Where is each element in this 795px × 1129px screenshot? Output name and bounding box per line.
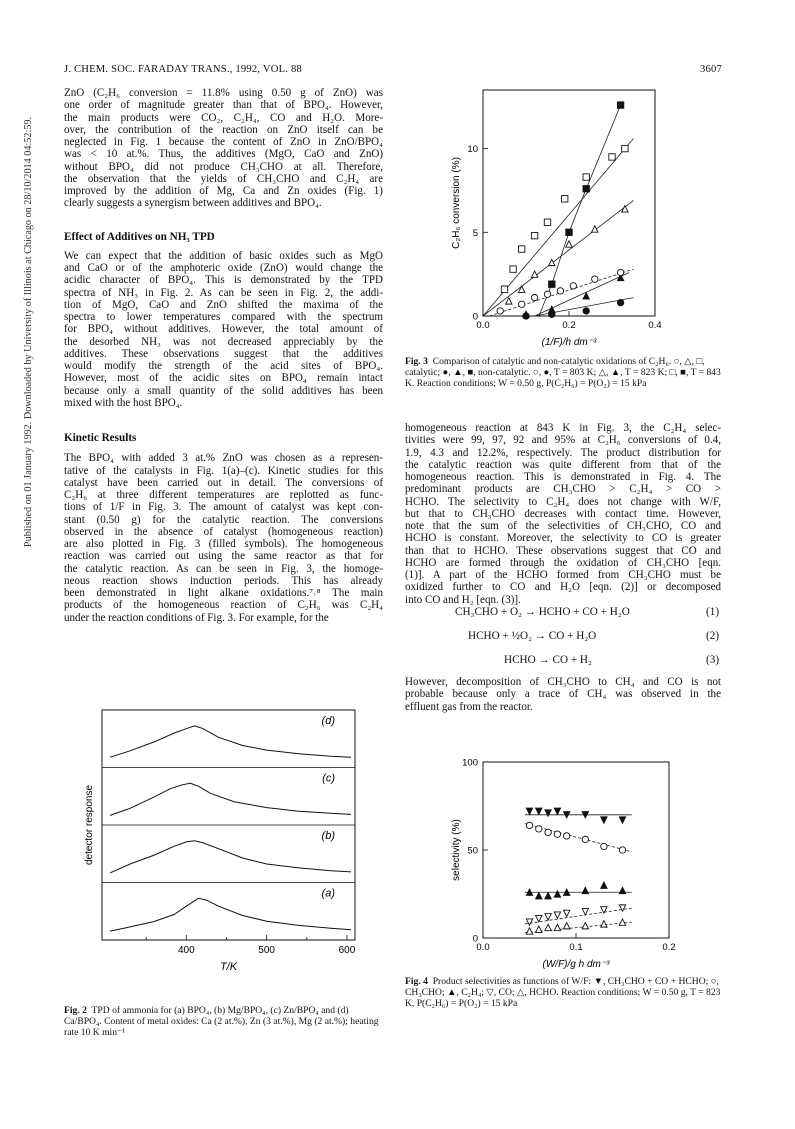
text-line: and CaO or of the amphoteric oxide (ZnO) would change the — [64, 262, 383, 274]
fig3-data-point — [549, 259, 555, 265]
text-line: under the reaction conditions of Fig. 3. For example, for the — [64, 611, 329, 624]
fig2-caption-text: TPD of ammonia for (a) BPO₄, (b) Mg/BPO₄, (c) Zn/BPO₄ and (d) Ca/BPO₄. Content of metal oxides: Ca (2 at.%), Zn (3 at.%), Mg (2 at.%); heating rate 10 K min⁻¹ — [64, 1005, 379, 1039]
fig3-y-tick-label: 0 — [472, 311, 478, 323]
text-line: observed in the absence of catalyst (homogeneous reaction) — [64, 525, 383, 538]
text-line: The BPO₄ with added 3 at.% ZnO was chosen as a represen- — [64, 452, 383, 465]
text-line: are also plotted in Fig. 3 (filled symbols). The homogeneous — [64, 538, 383, 550]
para-intro — [64, 87, 383, 210]
fig3-plot-frame — [483, 90, 655, 316]
para-kinetic — [64, 452, 383, 624]
fig2-panel-label: (c) — [322, 772, 335, 785]
fig3-data-point — [510, 266, 516, 272]
text-line: was < 10 at.%. Thus, the additives (MgO, CaO and ZnO) — [64, 148, 383, 161]
fig3-chart — [405, 80, 705, 355]
text-line: improved by the addition of Mg, Ca and Zn oxides (Fig. 1) — [64, 185, 383, 197]
text-line: oxidized further to CO and H₂O [eqn. (2)] or decomposed — [405, 581, 721, 594]
section-heading-nh3-tpd: Effect of Additives on NH₃ TPD — [64, 230, 215, 243]
fig3-data-point — [583, 186, 589, 192]
fig3-data-point — [566, 241, 572, 247]
para-homogeneous — [405, 422, 721, 606]
text-line: additives. These observations suggest that the additives — [64, 347, 383, 360]
fig4-y-axis-label: selectivity (%) — [451, 819, 462, 881]
text-line: the catalytic reaction was quite different from that of the — [405, 458, 721, 471]
text-line: tative of the catalysts in Fig. 1(a)–(c). Kinetic studies for this — [64, 464, 383, 477]
fig3-caption-text: Comparison of catalytic and non-catalytic oxidations of C₂H₆. ○, △, □, catalytic; ●, ▲, ■, non-catalytic. ○, ●, T = 803 K; △, ▲, T = 823 K; □, ■, T = 843 K. Reaction conditions; W = 0.50 g, P(C₂H₆) = P(O₂) = 15 kPa — [405, 356, 721, 390]
text-line: probable because only a trace of CH₄ was observed in the — [405, 688, 721, 701]
fig4-y-tick-label: 100 — [462, 757, 478, 769]
fig4-data-point — [545, 829, 551, 835]
page-number: 3607 — [700, 64, 722, 75]
text-line: tivities were 99, 97, 92 and 95% at C₂H₆ conversions of 0.4, — [405, 434, 721, 447]
fig2-panel-label: (a) — [321, 887, 335, 900]
fig4-data-point — [601, 817, 607, 823]
fig3-data-point — [570, 283, 576, 289]
fig4-caption-label: Fig. 4 — [405, 976, 428, 987]
fig4-data-point — [582, 836, 588, 842]
fig2-panel-label: (d) — [321, 715, 335, 727]
fig4-data-point — [601, 843, 607, 849]
text-line: C₂H₆ at three different temperatures are replotted as func- — [64, 489, 383, 501]
fig2-y-axis-label: detector response — [84, 784, 95, 866]
text-line: HCHO are formed through the oxidation of CH₃CHO [eqn. — [405, 556, 721, 569]
fig4-data-point — [554, 831, 560, 837]
fig3-data-point — [557, 288, 563, 294]
text-line: without BPO₄ did not produce CH₃CHO at all. Therefore, — [64, 160, 383, 173]
fig4-data-point — [619, 817, 625, 823]
equation-3: HCHO → CO + H₂ — [504, 654, 592, 666]
fig4-data-point — [582, 908, 588, 914]
fig3-data-point — [562, 196, 568, 202]
fig3-data-point — [583, 308, 589, 314]
fig4-plot-frame — [483, 762, 669, 938]
fig3-data-point — [519, 246, 525, 252]
fig3-data-point — [617, 299, 623, 305]
text-line: the observation that the yields of CH₃CHO and C₂H₄ are — [64, 172, 383, 185]
fig3-y-tick-label: 10 — [467, 144, 478, 156]
journal-header: J. CHEM. SOC. FARADAY TRANS., 1992, VOL. 88 — [64, 64, 302, 75]
text-line: homogeneous reaction at 843 K in Fig. 3, the C₂H₄ selec- — [405, 422, 721, 434]
download-notice: Published on 01 January 1992. Downloaded by University of Illinois at Chicago on 28/10/2014 04:52:59. — [23, 116, 34, 548]
fig3-data-point — [622, 145, 628, 151]
right-column — [405, 422, 721, 606]
fig3-x-tick-label: 0.2 — [562, 320, 576, 331]
fig2-x-tick-label: 500 — [258, 945, 275, 956]
fig4-data-point — [545, 893, 551, 899]
fig3-caption-label: Fig. 3 — [405, 356, 428, 367]
fig4-data-point — [564, 833, 570, 839]
text-line: but that to CH₃CHO decreases with contact time. However, — [405, 507, 721, 520]
text-line: products of the homogeneous reaction of C₂H₆ was C₂H₄ — [64, 599, 383, 612]
fig3-data-point — [583, 174, 589, 180]
text-line: acidic character of BPO₄. This is demonstrated by the TPD — [64, 274, 383, 287]
fig3-data-point — [531, 271, 537, 277]
fig2-panel-label: (b) — [321, 830, 335, 842]
fig4-data-point — [536, 915, 542, 921]
fig3-y-tick-label: 5 — [472, 227, 478, 239]
fig3-data-point — [519, 286, 525, 292]
fig3-data-point — [523, 313, 529, 319]
fig4-x-tick-label: 0.2 — [662, 942, 676, 953]
text-line: into CO and H₂ [eqn. (3)]. — [405, 593, 521, 606]
fig4-data-point — [619, 905, 625, 911]
text-line: However, decomposition of CH₃CHO to CH₄ and CO is not — [405, 676, 721, 688]
left-column — [64, 87, 383, 624]
fig3-data-point — [544, 219, 550, 225]
fig4-caption — [405, 976, 721, 1010]
fig3-y-axis-label: C₂H₆ conversion (%) — [451, 157, 462, 249]
fig4-y-tick-label: 50 — [467, 845, 478, 857]
equation-1-number: (1) — [706, 606, 720, 618]
text-line: over, the contribution of the reaction on ZnO itself can be — [64, 123, 383, 136]
text-line: spectra of NH₃ in Fig. 2. As can be seen in Fig. 2, the addi- — [64, 286, 383, 299]
text-line: than that to HCHO. These observations suggest that CO and — [405, 544, 721, 557]
text-line: catalyst have been carried out in detail. The conversions of — [64, 476, 383, 489]
text-line: clearly suggests a synergism between additives and BPO₄. — [64, 197, 322, 210]
fig3-data-point — [549, 311, 555, 317]
fig2-caption-label: Fig. 2 — [64, 1005, 87, 1016]
text-line: homogeneous reaction. This is demonstrated in Fig. 4. The — [405, 471, 721, 483]
fig2-caption — [64, 1005, 383, 1039]
equation-1: CH₃CHO + O₂ → HCHO + CO + H₂O — [455, 606, 630, 618]
text-line: the catalytic reaction. As can be seen in Fig. 3, the homoge- — [64, 562, 383, 575]
text-line: spectra to lower temperatures compared with the spectrum — [64, 311, 383, 323]
fig2-x-tick-label: 600 — [338, 945, 356, 956]
fig2-tpd-curve — [110, 726, 351, 757]
fig4-data-point — [554, 891, 560, 897]
fig3-data-point — [566, 229, 572, 235]
fig3-data-point — [549, 281, 555, 287]
fig4-data-point — [545, 914, 551, 920]
fig4-data-point — [554, 912, 560, 918]
fig4-data-point — [526, 919, 532, 925]
fig4-data-point — [601, 882, 607, 888]
text-line: tions of 1/F in Fig. 3. The amount of catalyst was kept con- — [64, 501, 383, 514]
fig4-data-point — [554, 808, 560, 814]
fig4-data-point — [564, 910, 570, 916]
fig4-data-point — [554, 924, 560, 930]
fig4-data-point — [582, 887, 588, 893]
fig3-fit-line — [483, 200, 634, 316]
text-line: ZnO (C₂H₆ conversion = 11.8% using 0.50 g of ZnO) was — [64, 87, 383, 99]
text-line: HCHO is constant. Moreover, the selectivity to CO is greater — [405, 532, 721, 545]
text-line: been demonstrated in light alkane oxidations.⁷˒⁸ The main — [64, 587, 383, 599]
text-line: effluent gas from the reactor. — [405, 700, 533, 713]
text-line: stant (0.50 g) for the catalytic reaction. The conversions — [64, 513, 383, 526]
equation-2-number: (2) — [706, 630, 720, 642]
fig3-data-point — [531, 232, 537, 238]
fig2-tpd-curve — [110, 841, 351, 873]
fig3-data-point — [519, 301, 525, 307]
fig4-data-point — [564, 922, 570, 928]
text-line: for BPO₄ without additives. However, the total amount of — [64, 323, 383, 336]
fig4-data-point — [536, 893, 542, 899]
text-line: predominant products are CH₃CHO > C₂H₄ > CO > — [405, 483, 721, 496]
fig4-data-point — [545, 924, 551, 930]
fig4-data-point — [536, 808, 542, 814]
fig2-x-axis-label: T/K — [219, 961, 238, 973]
text-line: However, most of the acidic sites on BPO₄ remain intact — [64, 372, 383, 385]
fig4-x-axis-label: (W/F)/g h dm⁻³ — [542, 959, 610, 970]
fig4-data-point — [526, 808, 532, 814]
text-line: We can expect that the addition of basic oxides such as MgO — [64, 249, 383, 262]
text-line: the main products were CO₂, C₂H₄, CO and H₂O. More- — [64, 111, 383, 124]
fig4-data-point — [536, 826, 542, 832]
text-line: tion of MgO, CaO and ZnO shifted the maxima of the — [64, 298, 383, 311]
equation-3-number: (3) — [706, 654, 720, 666]
fig3-data-point — [617, 102, 623, 108]
text-line: (1)]. A part of the HCHO formed from CH₃CHO must be — [405, 569, 721, 581]
fig3-data-point — [617, 269, 623, 275]
fig3-data-point — [497, 308, 503, 314]
fig4-data-point — [582, 922, 588, 928]
fig3-data-point — [592, 276, 598, 282]
section-heading-kinetic: Kinetic Results — [64, 432, 137, 444]
text-line: 1.9, 4.3 and 12.2%, respectively. The product distribution for — [405, 446, 721, 459]
fig4-data-point — [619, 847, 625, 853]
fig3-x-axis-label: (1/F)/h dm⁻³ — [541, 337, 597, 348]
fig4-chart — [405, 752, 705, 974]
fig4-data-point — [601, 921, 607, 927]
text-line: would modify the strength of the acid sites of BPO₄. — [64, 360, 383, 372]
text-line: neous reaction shows induction periods. This has already — [64, 574, 383, 587]
text-line: neglected in Fig. 1 because the content of ZnO in ZnO/BPO₄ — [64, 136, 383, 148]
text-line: one order of magnitude greater than that of BPO₄. However, — [64, 99, 383, 112]
fig3-data-point — [501, 286, 507, 292]
fig3-data-point — [544, 291, 550, 297]
fig4-data-point — [536, 926, 542, 932]
equation-2: HCHO + ½O₂ → CO + H₂O — [468, 630, 597, 642]
text-line: HCHO. The selectivity to C₂H₄ does not change with W/F, — [405, 495, 721, 508]
fig2-chart — [60, 700, 390, 1000]
fig4-data-point — [619, 887, 625, 893]
fig2-x-tick-label: 400 — [177, 945, 195, 956]
fig3-data-point — [506, 298, 512, 304]
fig4-data-point — [526, 928, 532, 934]
text-line: the desorbed NH₃ was not decreased appreciably by the — [64, 335, 383, 348]
fig2-tpd-curve — [110, 783, 351, 815]
text-line: because only a small quantity of the solid additives has been — [64, 384, 383, 397]
fig4-x-tick-label: 0.0 — [476, 942, 490, 953]
fig3-x-tick-label: 0.0 — [476, 320, 490, 331]
para-decomposition — [405, 676, 721, 713]
fig4-data-point — [526, 822, 532, 828]
fig3-caption — [405, 356, 721, 390]
text-line: note that the sum of the selectivities of CH₃CHO, CO and — [405, 520, 721, 532]
fig4-x-tick-label: 0.1 — [569, 942, 583, 953]
fig3-x-tick-label: 0.4 — [648, 320, 662, 331]
fig3-data-point — [531, 294, 537, 300]
fig4-y-tick-label: 0 — [472, 933, 478, 945]
text-line: mixed with the host BPO₄. — [64, 396, 183, 409]
para-nh3-tpd — [64, 250, 383, 409]
fig2-tpd-curve — [110, 898, 351, 931]
fig3-data-point — [609, 154, 615, 160]
fig4-data-point — [545, 810, 551, 816]
fig4-data-point — [619, 919, 625, 925]
fig4-caption-text: Product selectivities as functions of W/F: ▼, CH₃CHO + CO + HCHO; ○, CH₃CHO; ▲, C₂H₄; ▽, CO; △, HCHO. Reaction conditions; W = 0.50 g, T = 823 K, P(C₂H₆) = P(O₂) = 15 kPa — [405, 976, 721, 1010]
text-line: reaction was carried out using the same reactor as that for — [64, 550, 383, 563]
